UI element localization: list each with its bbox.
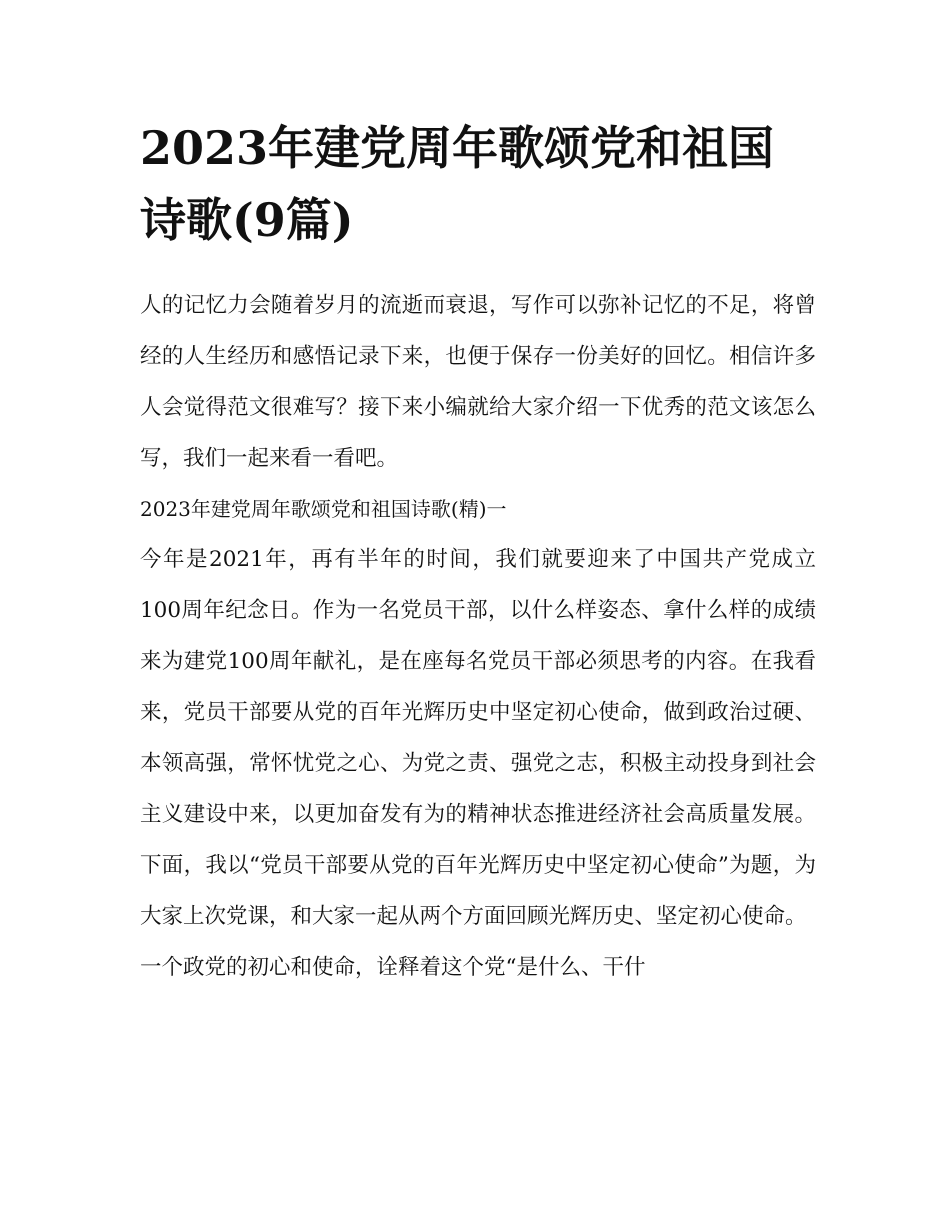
section-paragraph-2: 一个政党的初心和使命，诠释着这个党“是什么、干什 bbox=[140, 955, 646, 980]
document-content bbox=[140, 112, 816, 993]
section-heading: 2023年建党周年歌颂党和祖国诗歌(精)一 bbox=[140, 497, 507, 521]
section-paragraph-1: 今年是2021年，再有半年的时间，我们就要迎来了中国共产党成立100周年纪念日。作为一名党员干部，以什么样姿态、拿什么样的成绩来为建党100周年献礼，是在座每名党员干部必须思考的内容。在我看来，党员干部要从党的百年光辉历史中坚定初心使命，做到政治过硬、本领高强，常怀忧党之心、为党之责、强党之志，积极主动投身到社会主义建设中来，以更加奋发有为的精神状态推进经济社会高质量发展。下面，我以“党员干部要从党的百年光辉历史中坚定初心使命”为题，为大家上次党课，和大家一起从两个方面回顾光辉历史、坚定初心使命。 bbox=[140, 547, 816, 929]
intro-paragraph: 人的记忆力会随着岁月的流逝而衰退，写作可以弥补记忆的不足，将曾经的人生经历和感悟记录下来，也便于保存一份美好的回忆。相信许多人会觉得范文很难写？接下来小编就给大家介绍一下优秀的范文该怎么写，我们一起来看一看吧。 bbox=[140, 293, 816, 471]
document-title: 2023年建党周年歌颂党和祖国诗歌(9篇) bbox=[140, 121, 775, 247]
